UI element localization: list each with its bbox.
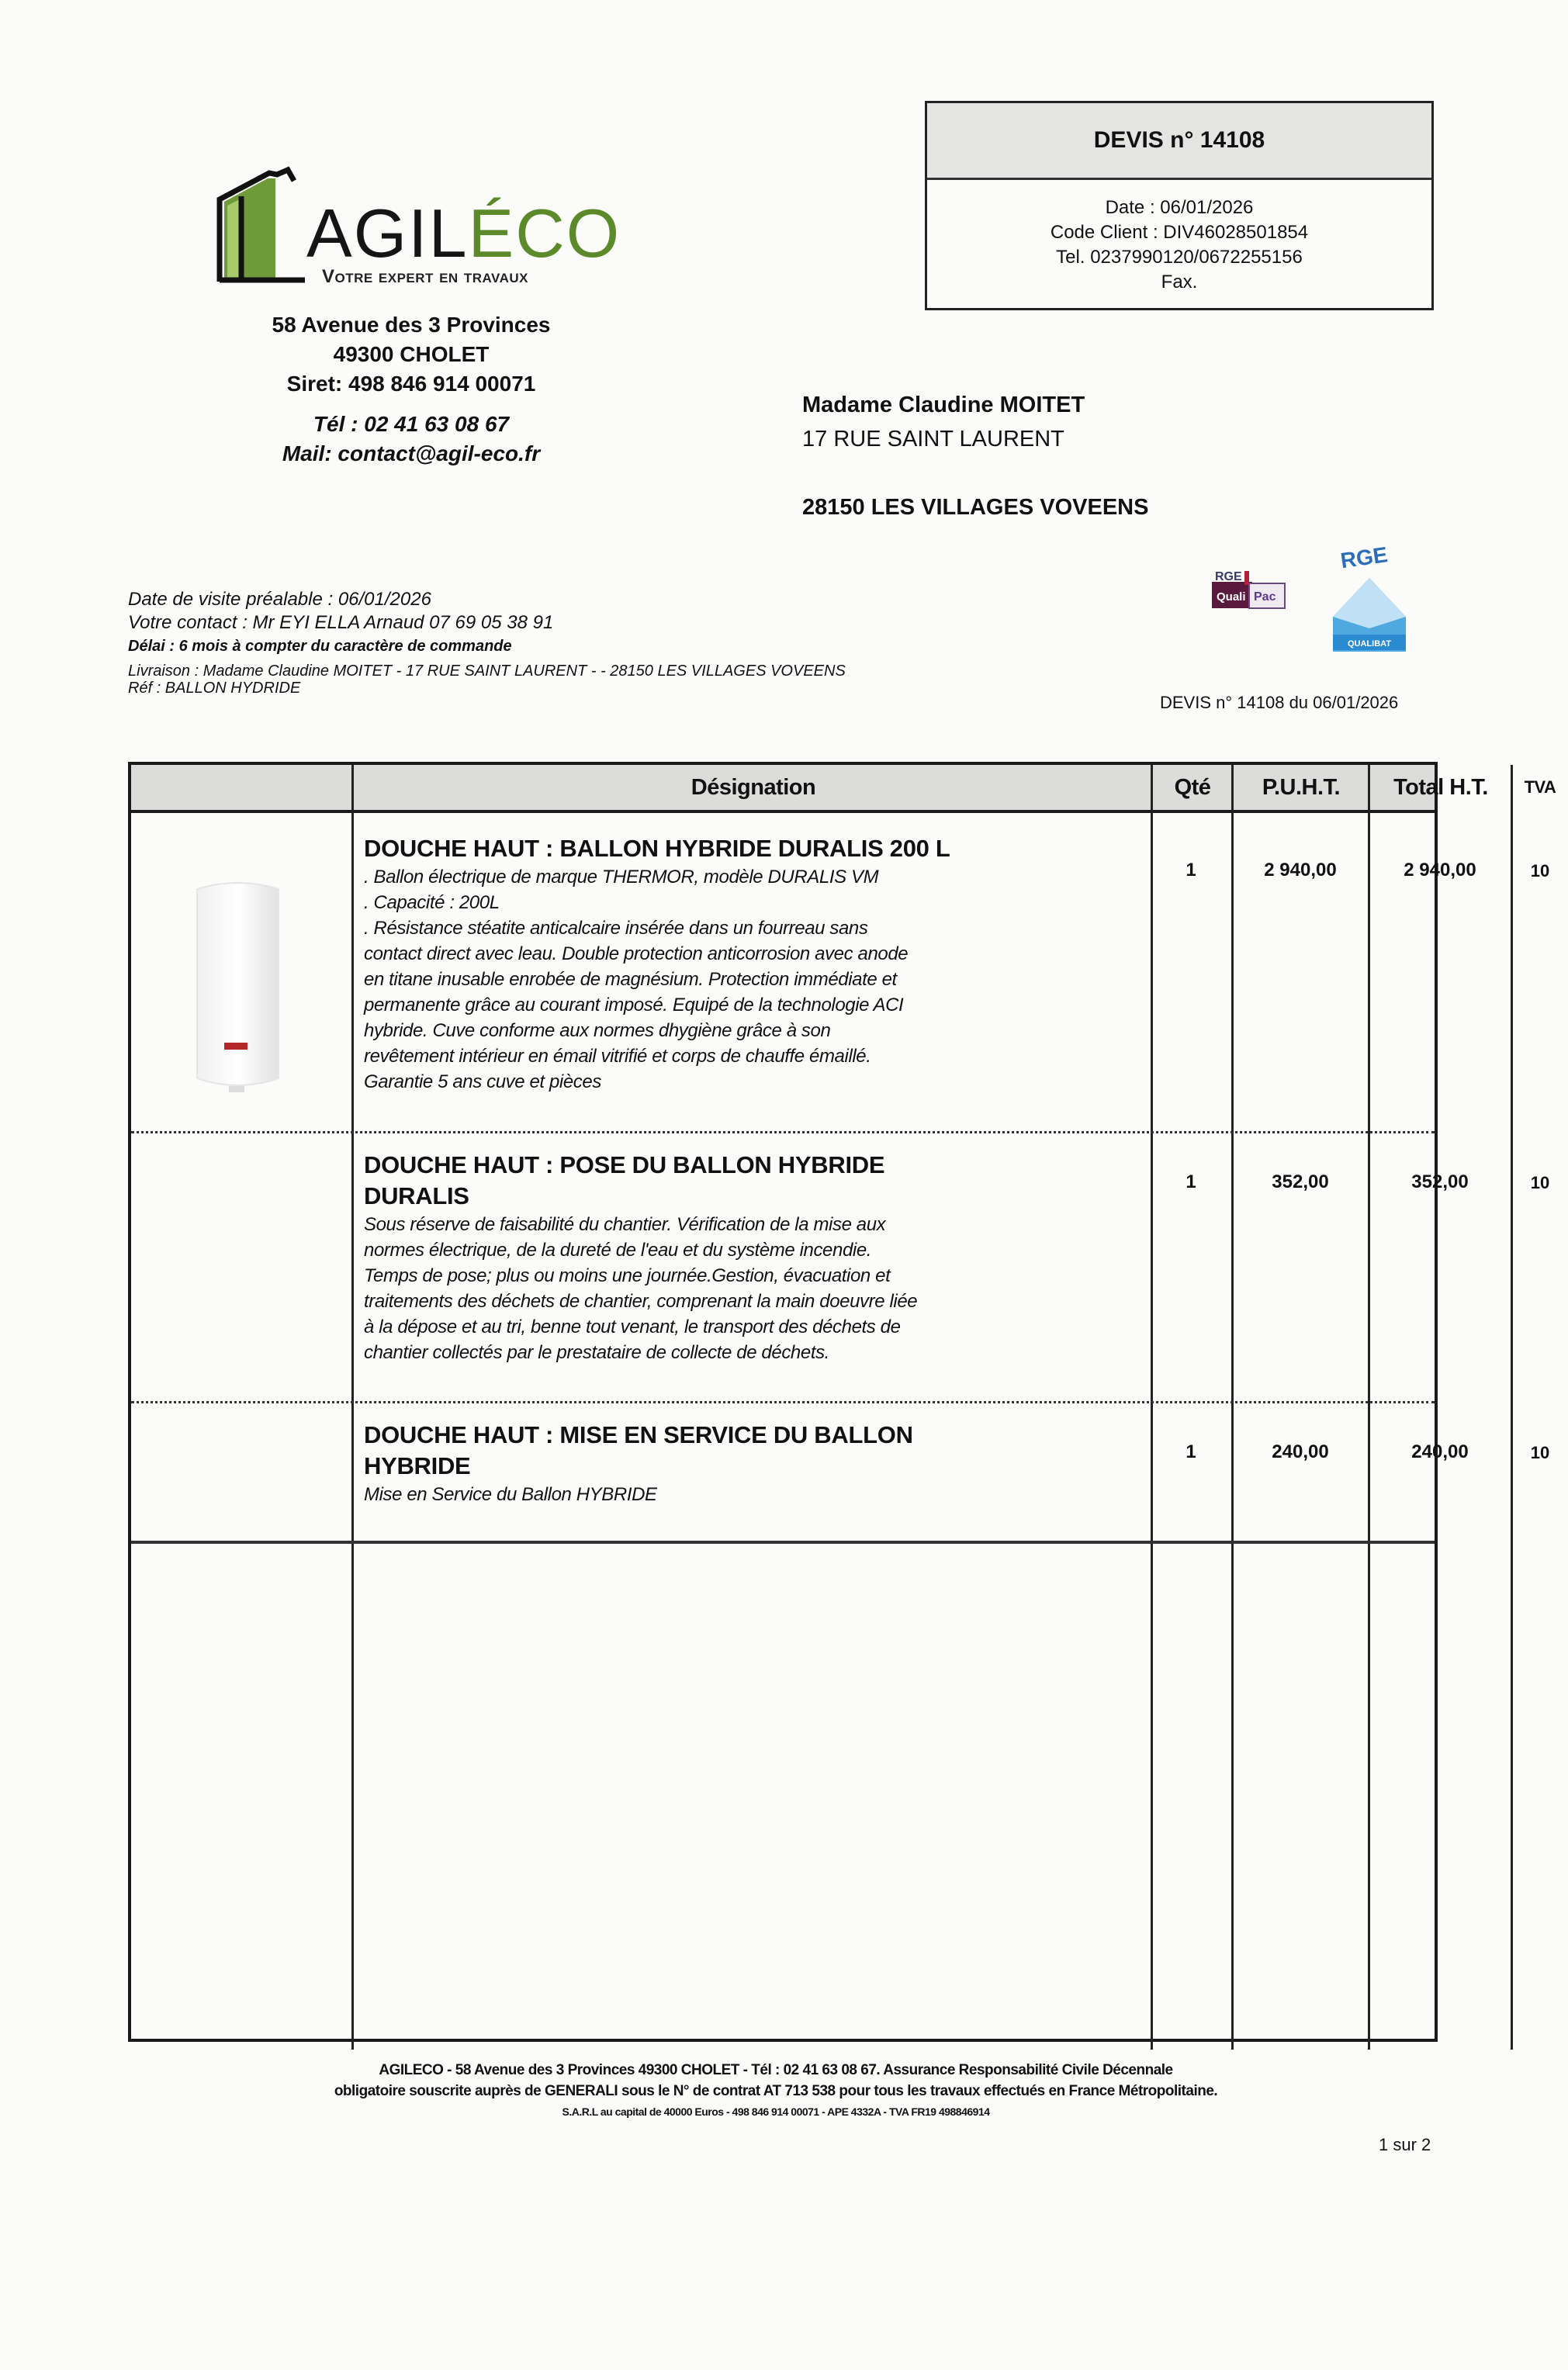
footer-line2: obligatoire souscrite auprès de GENERALI sous le N° de contrat AT 713 538 pour tous les travaux effectués en France Métropolitaine. [334, 2083, 1218, 2099]
header-unit-price: P.U.H.T. [1262, 774, 1341, 800]
item-description [364, 1482, 1147, 1507]
item-qty: 1 [1186, 1171, 1196, 1192]
column-divider [1231, 765, 1234, 2050]
description-line: . Ballon électrique de marque THERMOR, modèle DURALIS VM [364, 867, 879, 887]
description-line: contact direct avec leau. Double protection anticorrosion avec anode [364, 943, 909, 964]
item-title-line: HYBRIDE [364, 1452, 471, 1479]
logo-wordmark [306, 195, 621, 272]
product-image-cell [131, 813, 351, 1130]
quote-reference-date: DEVIS n° 14108 du 06/01/2026 [1160, 693, 1399, 712]
row-divider [131, 1131, 1435, 1133]
company-address-line1: 58 Avenue des 3 Provinces [272, 313, 551, 337]
rge-qualipac-logo-icon [1210, 565, 1288, 611]
item-unit-price: 352,00 [1272, 1171, 1329, 1192]
item-unit-price: 2 940,00 [1264, 860, 1337, 881]
client-fax: Fax. [1161, 272, 1198, 292]
header-qty: Qté [1174, 774, 1211, 800]
svg-text:RGE: RGE [1338, 542, 1390, 573]
quote-header-box [925, 101, 1434, 310]
quote-number: DEVIS n° 14108 [927, 103, 1431, 180]
description-line: normes électrique, de la dureté de l'eau et du système incendie. [364, 1240, 872, 1261]
description-line: Mise en Service du Ballon HYBRIDE [364, 1484, 657, 1505]
description-line: permanente grâce au courant imposé. Equipé de la technologie ACI [364, 995, 904, 1015]
item-description [364, 864, 1147, 1095]
item-title-line: DURALIS [364, 1182, 469, 1209]
description-line: . Capacité : 200L [364, 892, 500, 913]
client-code: Code Client : DIV46028501854 [1050, 222, 1309, 243]
svg-text:QUALIBAT: QUALIBAT [1347, 639, 1392, 649]
quote-info [128, 588, 846, 697]
row-divider [131, 1401, 1435, 1403]
company-siret: Siret: 498 846 914 00071 [286, 372, 536, 396]
description-line: hybride. Cuve conforme aux normes dhygiène grâce à son [364, 1020, 831, 1041]
client-address [802, 388, 1148, 524]
footer-line3: S.A.R.L au capital de 40000 Euros - 498 846 914 00071 - APE 4332A - TVA FR19 498846914 [562, 2105, 990, 2118]
description-line: Sous réserve de faisabilité du chantier. Vérification de la mise aux [364, 1214, 886, 1235]
page-number: 1 sur 2 [1379, 2135, 1431, 2154]
row-divider [131, 1541, 1435, 1544]
item-title [364, 1150, 1147, 1212]
footer-line1: AGILECO - 58 Avenue des 3 Provinces 49300 CHOLET - Tél : 02 41 63 08 67. Assurance Responsabilité Civile Décennale [379, 2062, 1173, 2078]
company-details [217, 310, 605, 469]
quote-date: Date : 06/01/2026 [1105, 197, 1254, 218]
item-designation [364, 1150, 1147, 1365]
table-header [131, 765, 1556, 813]
column-divider [1511, 765, 1513, 2050]
item-designation [364, 1420, 1147, 1507]
description-line: à la dépose et au tri, benne tout venant, le transport des déchets de [364, 1316, 901, 1337]
header-designation: Désignation [691, 774, 816, 800]
description-line: Garantie 5 ans cuve et pièces [364, 1071, 601, 1092]
svg-text:Pac: Pac [1254, 590, 1276, 604]
description-line: en titane inusable enrobée de magnésium. Protection immédiate et [364, 969, 897, 990]
item-description [364, 1212, 1147, 1365]
item-total: 352,00 [1411, 1171, 1469, 1192]
company-email: Mail: contact@agil-eco.fr [282, 441, 541, 465]
item-title [364, 1420, 1147, 1482]
column-divider [1151, 765, 1153, 2050]
rge-qualibat-logo-icon [1327, 543, 1412, 659]
item-title: DOUCHE HAUT : BALLON HYBRIDE DURALIS 200 L [364, 835, 950, 862]
svg-text:RGE: RGE [1215, 570, 1242, 583]
header-total: Total H.T. [1393, 774, 1488, 800]
client-street: 17 RUE SAINT LAURENT [802, 427, 1064, 452]
item-designation [364, 833, 1147, 1095]
delivery-delay: Délai : 6 mois à compter du caractère de commande [128, 638, 512, 655]
client-city: 28150 LES VILLAGES VOVEENS [802, 495, 1149, 520]
logo-tagline: Votre expert en travaux [322, 266, 529, 287]
item-tva: 10 [1530, 861, 1550, 881]
item-tva: 10 [1530, 1173, 1550, 1192]
column-divider [1368, 765, 1370, 2050]
item-qty: 1 [1186, 860, 1196, 881]
column-divider [351, 765, 354, 2050]
svg-text:Quali: Quali [1217, 590, 1246, 604]
visit-date: Date de visite préalable : 06/01/2026 [128, 589, 431, 610]
company-phone: Tél : 02 41 63 08 67 [313, 412, 510, 436]
quote-items-table [128, 762, 1556, 2042]
description-line: traitements des déchets de chantier, comprenant la main doeuvre liée [364, 1291, 918, 1312]
description-line: chantier collectés par le prestataire de collecte de déchets. [364, 1342, 829, 1363]
company-logo [213, 167, 632, 291]
item-title-line: DOUCHE HAUT : MISE EN SERVICE DU BALLON [364, 1421, 913, 1448]
delivery-address: Livraison : Madame Claudine MOITET - 17 RUE SAINT LAURENT - - 28150 LES VILLAGES VOVEENS [128, 663, 846, 680]
item-qty: 1 [1186, 1441, 1196, 1462]
client-name: Madame Claudine MOITET [802, 393, 1085, 417]
quote-reference: Réf : BALLON HYDRIDE [128, 680, 301, 697]
water-heater-image-icon [193, 875, 282, 1100]
item-unit-price: 240,00 [1272, 1441, 1329, 1462]
logo-text-dark: AGIL [306, 195, 469, 272]
company-address-line2: 49300 CHOLET [333, 342, 490, 366]
client-phone: Tel. 0237990120/0672255156 [1056, 247, 1303, 268]
item-title-line: DOUCHE HAUT : POSE DU BALLON HYBRIDE [364, 1151, 885, 1178]
logo-text-green: ÉCO [468, 195, 621, 272]
contact-person: Votre contact : Mr EYI ELLA Arnaud 07 69 05 38 91 [128, 612, 554, 633]
house-logo-icon [213, 167, 306, 283]
description-line: . Résistance stéatite anticalcaire insérée dans un fourreau sans [364, 918, 868, 939]
item-total: 2 940,00 [1404, 860, 1476, 881]
description-line: revêtement intérieur en émail vitrifié et corps de chauffe émaillé. [364, 1046, 871, 1067]
page-footer [0, 2060, 1552, 2123]
header-tva: TVA [1524, 777, 1556, 797]
item-total: 240,00 [1411, 1441, 1469, 1462]
description-line: Temps de pose; plus ou moins une journée.Gestion, évacuation et [364, 1265, 891, 1286]
item-tva: 10 [1530, 1443, 1550, 1462]
